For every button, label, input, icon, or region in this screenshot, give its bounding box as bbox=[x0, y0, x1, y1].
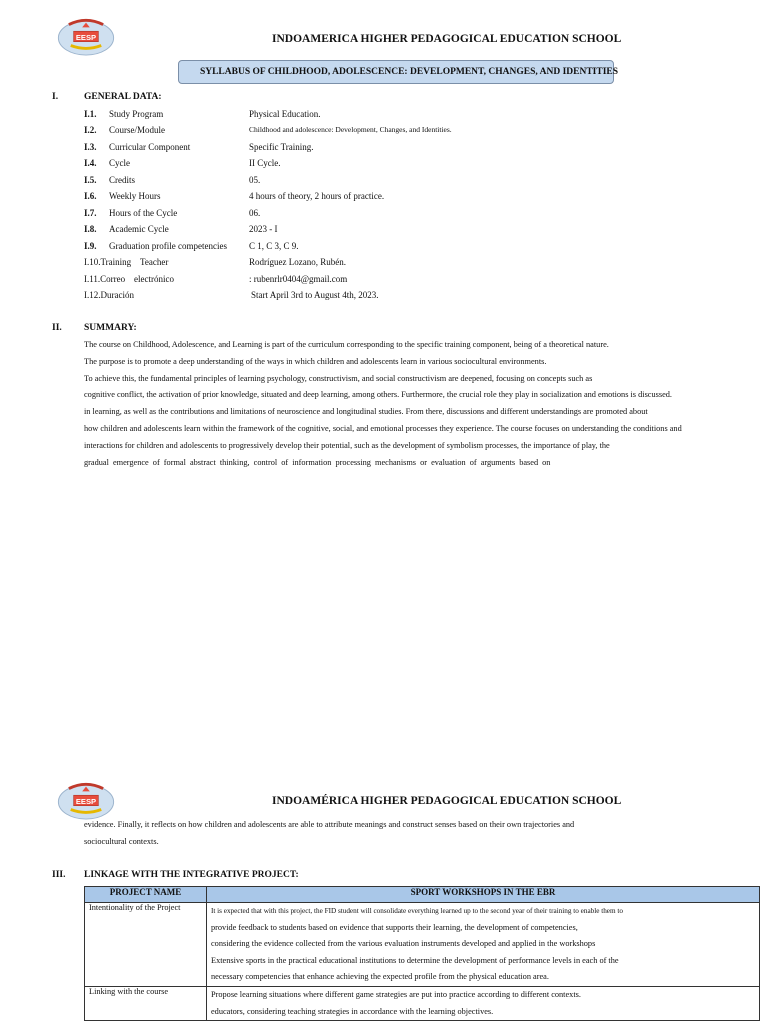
row-number: I.9. bbox=[84, 241, 97, 251]
continuation-line: sociocultural contexts. bbox=[84, 836, 159, 846]
row-value: Specific Training. bbox=[249, 142, 314, 152]
continuation-paragraph bbox=[84, 817, 712, 851]
section-heading: LINKAGE WITH THE INTEGRATIVE PROJECT: bbox=[84, 870, 299, 880]
row-label: Cycle bbox=[109, 158, 130, 168]
section-number: II. bbox=[52, 323, 62, 333]
row-number: I.11.Correo bbox=[84, 274, 126, 284]
summary-line: To achieve this, the fundamental principles of learning psychology, constructivism, and social constructivism are deepened, focusing on concepts such as bbox=[84, 373, 593, 383]
table-row bbox=[85, 903, 760, 987]
section-heading: SUMMARY: bbox=[84, 323, 137, 333]
summary-line: how children and adolescents learn within the framework of the cognitive, social, and emotional processes they experience. The course focuses on understanding the conditions and bbox=[84, 423, 682, 433]
table-row-label: Intentionality of the Project bbox=[85, 903, 207, 987]
row-value: C 1, C 3, C 9. bbox=[249, 241, 299, 251]
row-label: Study Program bbox=[109, 109, 164, 119]
row-label: Hours of the Cycle bbox=[109, 208, 178, 218]
table-line: Propose learning situations where different game strategies are put into practice according to different contexts. bbox=[211, 989, 581, 999]
row-value: 05. bbox=[249, 175, 261, 185]
syllabus-title: SYLLABUS OF CHILDHOOD, ADOLESCENCE: DEVELOPMENT, CHANGES, AND IDENTITIES bbox=[199, 67, 619, 77]
row-label: Curricular Component bbox=[109, 142, 191, 152]
table-row-content bbox=[207, 986, 760, 1020]
row-label: Teacher bbox=[140, 257, 169, 267]
table-row bbox=[85, 986, 760, 1020]
row-number: I.3. bbox=[84, 142, 97, 152]
row-label: Academic Cycle bbox=[109, 224, 169, 234]
row-value: Rodríguez Lozano, Rubén. bbox=[249, 257, 346, 267]
table-header-cell: SPORT WORKSHOPS IN THE EBR bbox=[207, 887, 760, 903]
school-logo bbox=[56, 780, 116, 820]
table-line: provide feedback to students based on evidence that supports their learning, the development of competencies, bbox=[211, 922, 578, 932]
row-label: Weekly Hours bbox=[109, 191, 161, 201]
syllabus-title-box bbox=[178, 60, 619, 84]
row-value: 2023 - I bbox=[249, 224, 278, 234]
row-number: I.4. bbox=[84, 158, 97, 168]
row-label: Course/Module bbox=[109, 125, 165, 135]
logo-text: EESP bbox=[75, 796, 97, 806]
summary-paragraph bbox=[84, 337, 712, 471]
table-line: Extensive sports in the practical educational institutions to determine the development of performance levels in each of the bbox=[211, 955, 619, 965]
table-header-cell: PROJECT NAME bbox=[85, 887, 207, 903]
row-label: electrónico bbox=[134, 274, 174, 284]
section-heading: GENERAL DATA: bbox=[84, 92, 162, 102]
summary-line: in learning, as well as the contributions and limitations of neuroscience and longitudinal studies. From there, discussions and different understandings are promoted about bbox=[84, 407, 648, 417]
school-logo bbox=[56, 16, 116, 56]
row-value: II Cycle. bbox=[249, 158, 281, 168]
table-line: necessary competencies that enhance achieving the expected profile from the physical education area. bbox=[211, 972, 549, 982]
summary-line: cognitive conflict, the activation of prior knowledge, situated and deep learning, among others. Furthermore, the crucial role they play in socialization and emotions is discussed. bbox=[84, 390, 672, 400]
summary-line: The course on Childhood, Adolescence, and Learning is part of the curriculum corresponding to the specific training component, being of a theoretical nature. bbox=[84, 340, 609, 349]
row-number: I.1. bbox=[84, 109, 97, 119]
row-number: I.10.Training bbox=[84, 257, 132, 267]
school-title: INDOAMÉRICA HIGHER PEDAGOGICAL EDUCATION SCHOOL bbox=[272, 795, 622, 807]
row-number: I.12.Duración bbox=[84, 290, 134, 300]
row-value: Start April 3rd to August 4th, 2023. bbox=[251, 290, 379, 300]
summary-line: gradual emergence of formal abstract thinking, control of information processing mechanisms or evaluation of arguments based on bbox=[84, 457, 551, 467]
row-value: : rubenrlr0404@gmail.com bbox=[249, 274, 348, 284]
section-number: I. bbox=[52, 92, 59, 102]
row-number: I.8. bbox=[84, 224, 97, 234]
logo-text: EESP bbox=[75, 32, 97, 42]
continuation-line: evidence. Finally, it reflects on how children and adolescents are able to attribute meanings and construct senses based on their own trajectories and bbox=[84, 820, 575, 829]
table-row-label: Linking with the course bbox=[85, 986, 207, 1020]
row-number: I.5. bbox=[84, 175, 97, 185]
row-value: Physical Education. bbox=[249, 109, 321, 119]
summary-line: The purpose is to promote a deep understanding of the ways in which children and adolescents learn in various sociocultural environments. bbox=[84, 356, 547, 366]
section-number: III. bbox=[52, 870, 66, 880]
row-value: 06. bbox=[249, 208, 261, 218]
project-table bbox=[84, 886, 760, 1021]
school-title: INDOAMERICA HIGHER PEDAGOGICAL EDUCATION SCHOOL bbox=[272, 33, 622, 45]
row-label: Credits bbox=[109, 175, 135, 185]
row-label: Graduation profile competencies bbox=[109, 241, 227, 251]
table-header-row bbox=[85, 887, 760, 903]
row-value: Childhood and adolescence: Development, Changes, and Identities. bbox=[249, 125, 452, 134]
row-number: I.6. bbox=[84, 191, 97, 201]
table-line: educators, considering teaching strategies in accordance with the learning objectives. bbox=[211, 1006, 494, 1016]
table-line: It is expected that with this project, the FID student will consolidate everything learned up to the second year of their training to enable them to bbox=[211, 907, 623, 915]
row-value: 4 hours of theory, 2 hours of practice. bbox=[249, 191, 385, 201]
row-number: I.7. bbox=[84, 208, 97, 218]
table-row-content bbox=[207, 903, 760, 987]
table-line: considering the evidence collected from the various evaluation instruments developed and applied in the workshops bbox=[211, 939, 596, 949]
row-number: I.2. bbox=[84, 125, 97, 135]
summary-line: interactions for children and adolescents to progressively develop their potential, such as the development of symbolism processes, the importance of play, the bbox=[84, 440, 610, 450]
